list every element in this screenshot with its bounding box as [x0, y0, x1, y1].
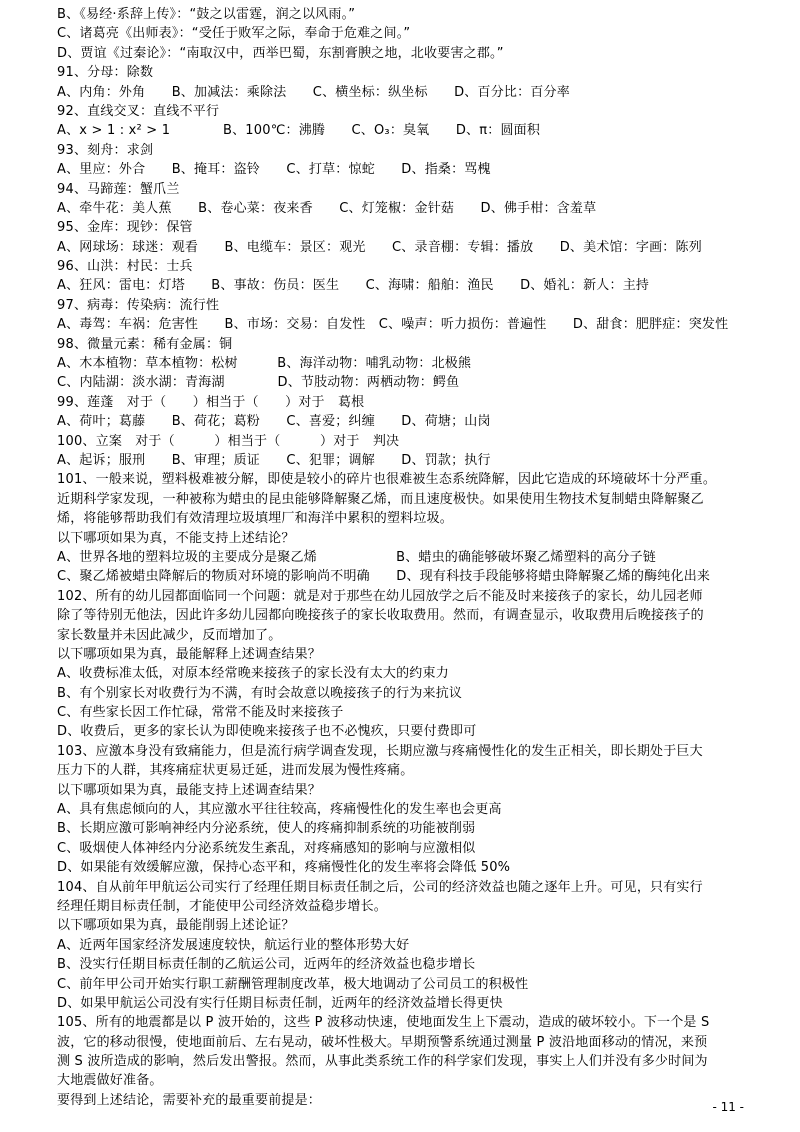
- text-line: A、具有焦虑倾向的人，其应激水平往往较高，疼痛慢性化的发生率也会更高: [57, 802, 502, 818]
- text-line: D、如果能有效缓解应激，保持心态平和，疼痛慢性化的发生率将会降低 50%: [57, 860, 511, 876]
- text-line: 103、应激本身没有致痛能力，但是流行病学调查发现，长期应激与疼痛慢性化的发生正相关，即长期处于巨大: [57, 743, 703, 759]
- text-line: A、网球场：球迷：观看 B、电缆车：景区：观光 C、录音棚：专辑：播放 D、美术馆：字画：陈列: [57, 239, 702, 255]
- text-line: D、贾谊《过秦论》：“南取汉中，西举巴蜀，东割膏腴之地，北收要害之郡。”: [57, 45, 504, 61]
- text-line: 压力下的人群，其疼痛症状更易迁延，进而发展为慢性疼痛。: [57, 763, 414, 779]
- text-line: 98、微量元素：稀有金属：铜: [57, 336, 233, 352]
- page-number: - 11 -: [712, 1100, 744, 1114]
- text-line: A、内角：外角 B、加减法：乘除法 C、横坐标：纵坐标 D、百分比：百分率: [57, 84, 570, 100]
- text-line: 96、山洪：村民：士兵: [57, 259, 193, 275]
- text-line: A、近两年国家经济发展速度较快，航运行业的整体形势大好: [57, 937, 410, 953]
- text-line: A、里应：外合 B、掩耳：盗铃 C、打草：惊蛇 D、指桑：骂槐: [57, 162, 491, 178]
- text-line: 以下哪项如果为真，最能支持上述调查结果？: [57, 782, 322, 798]
- text-line: C、有些家长因工作忙碌，常常不能及时来接孩子: [57, 705, 344, 721]
- text-line: 104、自从前年甲航运公司实行了经理任期目标责任制之后，公司的经济效益也随之逐年上升。可见，只有实行: [57, 879, 703, 895]
- text-line: B、《易经·系辞上传》：“鼓之以雷霆，润之以风雨。”: [57, 7, 356, 22]
- text-line: 烯，将能够帮助我们有效清理垃圾填埋厂和海洋中累积的塑料垃圾。: [57, 511, 454, 527]
- text-line: 除了等待别无他法，因此许多幼儿园都向晚接孩子的家长收取费用。然而，有调查显示，收取费用后晚接孩子的: [57, 608, 704, 624]
- text-line: 要得到上述结论，需要补充的最重要前提是：: [57, 1092, 322, 1108]
- text-line: D、如果甲航运公司没有实行任期目标责任制，近两年的经济效益增长得更快: [57, 995, 503, 1011]
- text-line: 家长数量并未因此减少，反而增加了。: [57, 627, 282, 643]
- document-page: [57, 5, 747, 1110]
- text-line: A、荷叶；葛藤 B、荷花；葛粉 C、喜爱；纠缠 D、荷塘；山岗: [57, 414, 491, 430]
- text-line: 100、立案 对于（ ）相当于（ ）对于 判决: [57, 433, 400, 449]
- text-line: A、世界各地的塑料垃圾的主要成分是聚乙烯 B、蜡虫的确能够破坏聚乙烯塑料的高分子链: [57, 549, 657, 565]
- text-line: 94、马蹄莲：蟹爪兰: [57, 181, 180, 197]
- text-line: C、聚乙烯被蜡虫降解后的物质对环境的影响尚不明确 D、现有科技手段能够将蜡虫降解聚乙烯的酶纯化出来: [57, 569, 711, 585]
- text-line: 95、金库：现钞：保管: [57, 220, 193, 236]
- text-line: 93、刻舟：求剑: [57, 142, 154, 158]
- text-line: A、木本植物：草本植物：松树 B、海洋动物：哺乳动物：北极熊: [57, 356, 472, 372]
- text-line: 经理任期目标责任制，才能使甲公司经济效益稳步增长。: [57, 898, 388, 914]
- text-line: 102、所有的幼儿园都面临同一个问题：就是对于那些在幼儿园放学之后不能及时来接孩子的家长，幼儿园老师: [57, 588, 703, 604]
- text-line: 测 S 波所造成的影响，然后发出警报。然而，从事此类系统工作的科学家们发现，事实上人们并没有多少时间为: [57, 1054, 708, 1070]
- text-line: 97、病毒：传染病：流行性: [57, 297, 220, 313]
- text-line: 以下哪项如果为真，最能解释上述调查结果？: [57, 646, 322, 662]
- text-line: B、没实行任期目标责任制的乙航运公司，近两年的经济效益也稳步增长: [57, 957, 476, 973]
- text-line: A、毒驾：车祸：危害性 B、市场：交易：自发性 C、噪声：听力损伤：普遍性 D、甜食：肥胖症：突发性: [57, 317, 729, 333]
- text-line: D、收费后，更多的家长认为即使晚来接孩子也不必愧疚，只要付费即可: [57, 724, 477, 740]
- text-line: 101、一般来说，塑料极难被分解，即使是较小的碎片也很难被生态系统降解，因此它造成的环境破坏十分严重。: [57, 472, 717, 488]
- text-line: C、内陆湖：淡水湖：青海湖 D、节肢动物：两栖动物：鳄鱼: [57, 375, 460, 391]
- text-line: B、有个别家长对收费行为不满，有时会故意以晚接孩子的行为来抗议: [57, 685, 463, 701]
- text-line: 以下哪项如果为真，最能削弱上述论证？: [57, 918, 295, 934]
- text-line: 波，它的移动很慢，使地面前后、左右晃动，破坏性极大。早期预警系统通过测量 P 波沿地面移动的情况，来预: [57, 1034, 708, 1050]
- text-line: B、长期应激可影响神经内分泌系统，使人的疼痛抑制系统的功能被削弱: [57, 821, 476, 837]
- text-line: 92、直线交叉：直线不平行: [57, 103, 220, 119]
- text-line: 以下哪项如果为真，不能支持上述结论？: [57, 530, 295, 546]
- text-line: C、诸葛亮《出师表》：“受任于败军之际，奉命于危难之间。”: [57, 26, 411, 42]
- text-line: 大地震做好准备。: [57, 1073, 163, 1089]
- text-line: 近期科学家发现，一种被称为蜡虫的昆虫能够降解聚乙烯，而且速度极快。如果使用生物技术复制蜡虫降解聚乙: [57, 491, 704, 507]
- text-line: A、收费标准太低，对原本经常晚来接孩子的家长没有太大的约束力: [57, 666, 449, 682]
- text-line: C、吸烟使人体神经内分泌系统发生紊乱，对疼痛感知的影响与应激相似: [57, 840, 476, 856]
- text-line: A、狂风：雷电：灯塔 B、事故：伤员：医生 C、海啸：船舶：渔民 D、婚礼：新人：主持: [57, 278, 650, 294]
- text-line: C、前年甲公司开始实行职工薪酬管理制度改革，极大地调动了公司员工的积极性: [57, 976, 529, 992]
- text-line: 91、分母：除数: [57, 65, 154, 81]
- text-line: A、x > 1 : x² > 1 B、100℃：沸腾 C、O₃：臭氧 D、π：圆面积: [57, 123, 541, 139]
- text-line: 105、所有的地震都是以 P 波开始的，这些 P 波移动快速，使地面发生上下震动，造成的破坏较小。下一个是 S: [57, 1015, 710, 1031]
- text-line: A、牵牛花：美人蕉 B、卷心菜：夜来香 C、灯笼椒：金针菇 D、佛手柑：含羞草: [57, 200, 597, 216]
- text-line: A、起诉；服刑 B、审理；质证 C、犯罪；调解 D、罚款；执行: [57, 452, 491, 468]
- text-line: 99、莲蓬 对于（ ）相当于（ ）对于 葛根: [57, 394, 365, 410]
